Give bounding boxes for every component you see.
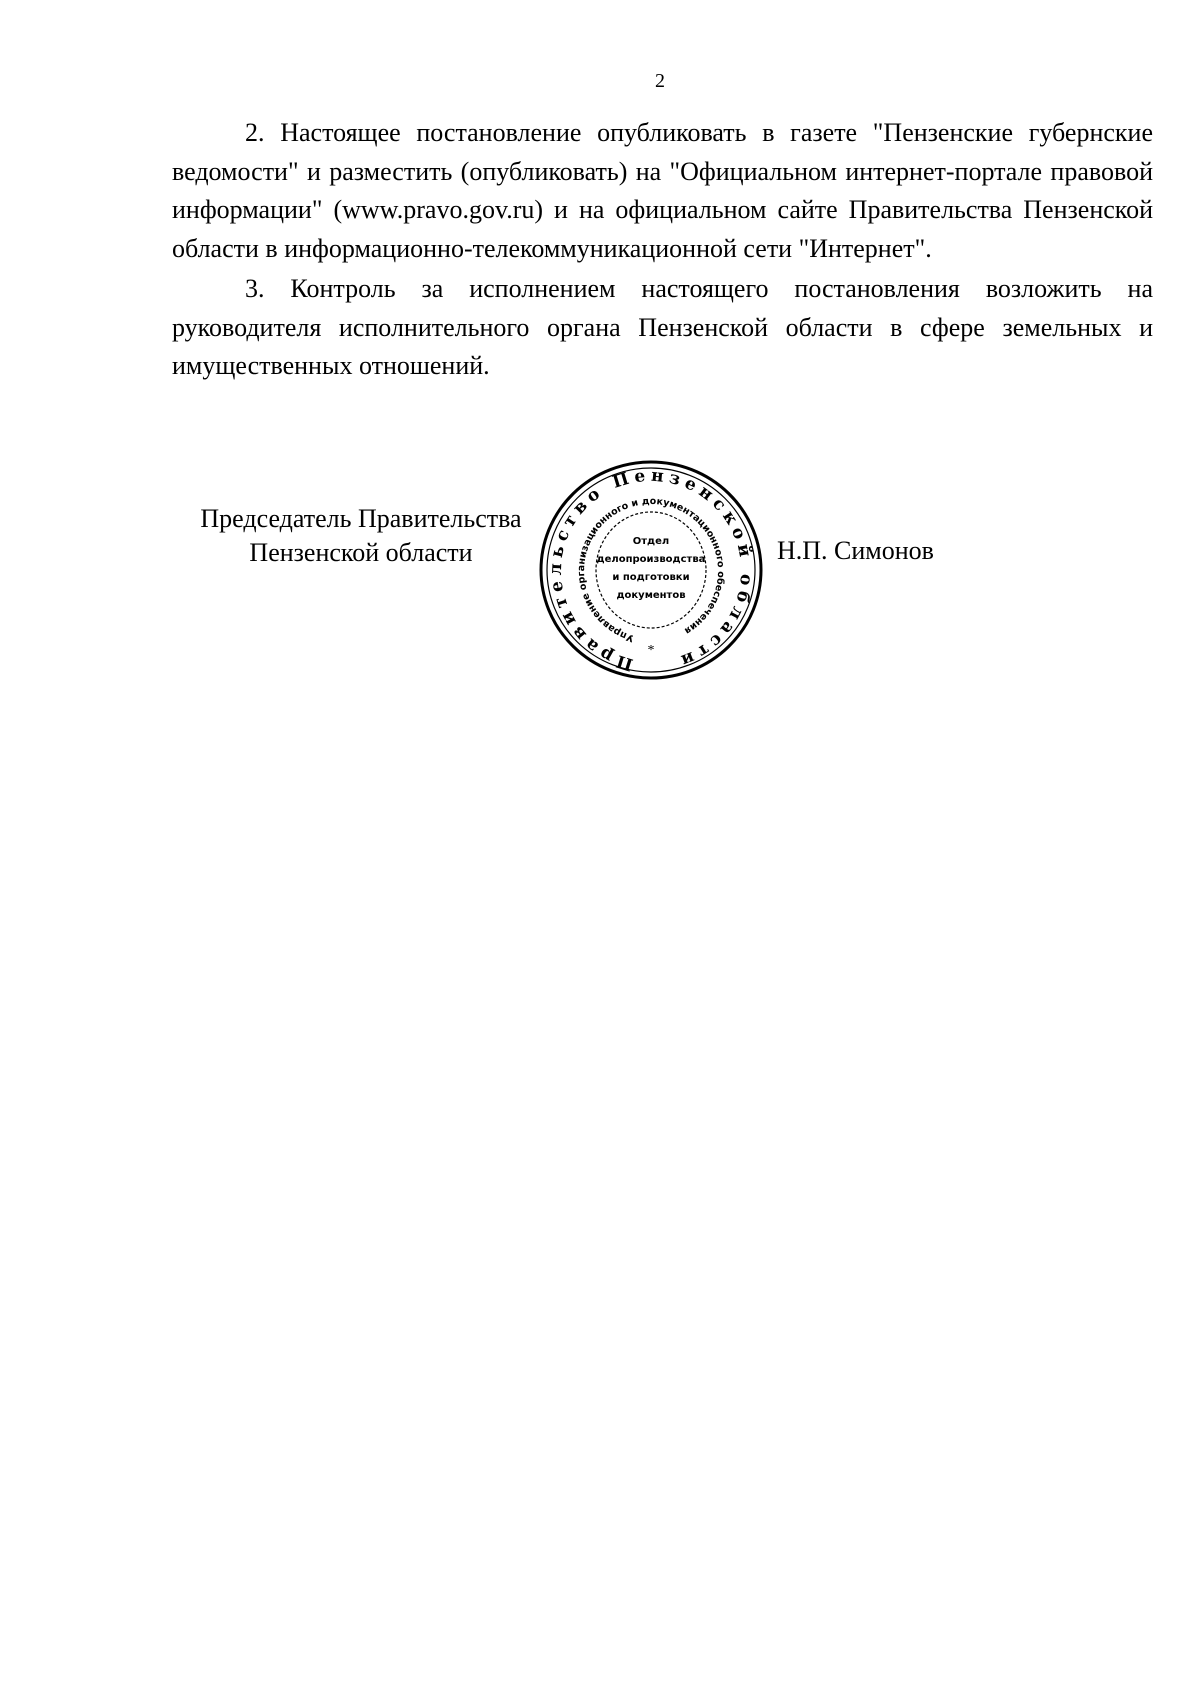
seal-outer-text: Правительство Пензенской области <box>545 465 757 675</box>
seal-center-line-3: и подготовки <box>612 572 690 583</box>
seal-center-line-2: делопроизводства <box>596 554 706 565</box>
position-line-2: Пензенской области <box>249 538 473 567</box>
position-line-1: Председатель Правительства <box>200 504 522 533</box>
seal-inner-text: Управление организационного и документационного обеспечения <box>575 495 727 644</box>
seal-star-icon: * <box>647 643 655 658</box>
seal-center-line-1: Отдел <box>632 536 670 547</box>
paragraph-2: 2. Настоящее постановление опубликовать в газете "Пензенские губернские ведомости" и разместить (опубликовать) на "Официальном интернет-портале правовой информации" (www.pravo.gov.ru) и на официальном сайте Правительства Пензенской области в информационно-телекоммуникационной сети "Интернет". <box>172 118 1153 263</box>
svg-text:Управление организационного и <box>576 496 726 644</box>
page-number: 2 <box>655 70 665 92</box>
official-seal <box>538 458 764 682</box>
seal-center-line-4: документов <box>616 590 686 601</box>
signatory-name: Н.П. Симонов <box>777 536 934 565</box>
signatory-position <box>178 502 544 570</box>
paragraph-3: 3. Контроль за исполнением настоящего постановления возложить на руководителя исполнительного органа Пензенской области в сфере земельных и имущественных отношений. <box>172 274 1153 380</box>
